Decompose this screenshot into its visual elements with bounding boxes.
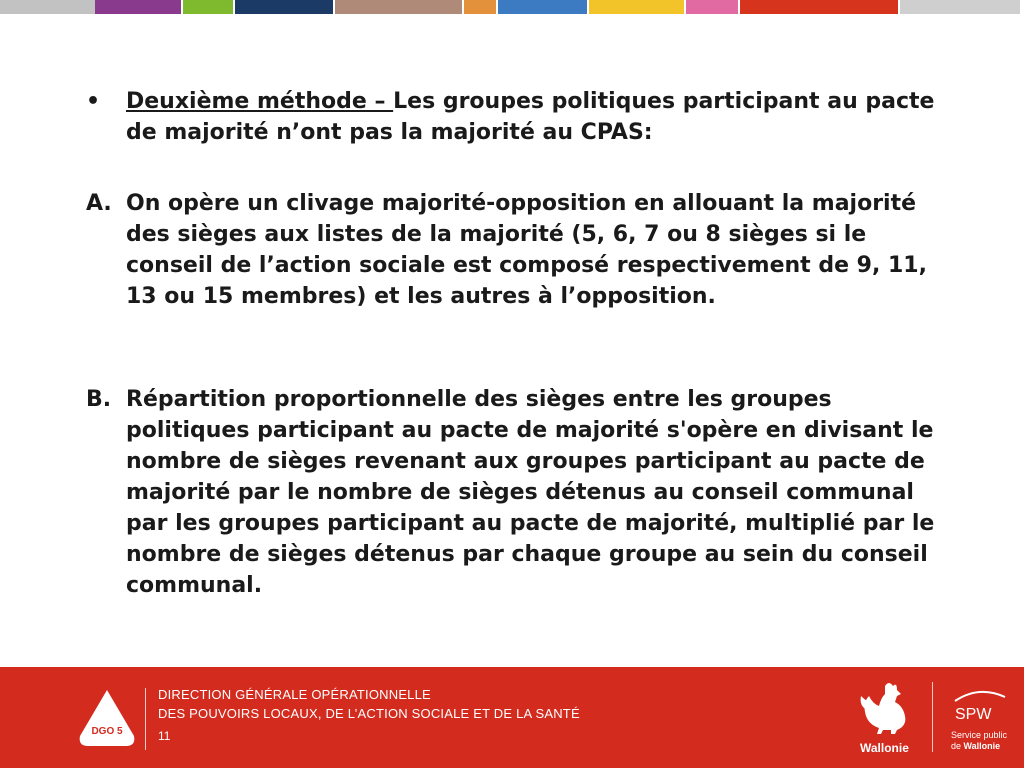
footer-title-line2: DES POUVOIRS LOCAUX, DE L’ACTION SOCIALE ET DE LA SANTÉ (158, 706, 580, 721)
list-item-a (86, 188, 966, 348)
footer-title-line1: DIRECTION GÉNÉRALE OPÉRATIONNELLE (158, 687, 431, 702)
list-marker-b: B. (86, 387, 112, 412)
color-segment (335, 0, 462, 14)
page-number: 11 (158, 729, 171, 743)
color-segment (686, 0, 738, 14)
list-marker-a: A. (86, 191, 112, 216)
spw-region-prefix: de (951, 741, 964, 751)
color-segment (740, 0, 898, 14)
color-segment (498, 0, 587, 14)
spw-logo (951, 687, 1007, 723)
method-description: Les groupes politiques participant au pacte de majorité n’ont pas la majorité au CPAS: (126, 89, 935, 145)
list-item-b (86, 384, 966, 636)
color-segment (900, 0, 1020, 14)
color-segment (95, 0, 181, 14)
method-heading: Deuxième méthode – (126, 89, 394, 114)
top-color-bar (0, 0, 1024, 14)
color-segment (464, 0, 496, 14)
spw-service-label: Service public (951, 730, 1008, 740)
dgo5-logo (78, 688, 136, 748)
wallonie-rooster-icon (855, 680, 913, 736)
spw-region-label (951, 741, 1000, 751)
color-segment (0, 0, 95, 14)
spw-logo-text: SPW (955, 706, 992, 723)
list-text-a: On opère un clivage majorité-opposition en allouant la majorité des sièges aux listes de la majorité (5, 6, 7 ou 8 sièges si le conseil de l’action sociale est composé respectivement de 9, 11, 13 ou 15 membres) et les autres à l’opposition. (126, 191, 927, 309)
spw-region-name: Wallonie (963, 741, 1001, 751)
wallonie-label: Wallonie (860, 741, 909, 755)
footer-divider (145, 688, 146, 750)
bullet-marker: • (86, 89, 101, 114)
bullet-item-method (86, 86, 966, 150)
list-text-b: Répartition proportionnelle des sièges entre les groupes politiques participant au pacte de majorité s'opère en divisant le nombre de sièges revenant aux groupes participant au pacte de majorité par le nombre de sièges détenus au conseil communal par les groupes participant au pacte de majorité, multiplié par le nombre de sièges détenus par chaque groupe au sein du conseil communal. (126, 387, 935, 598)
bullet-text (126, 86, 956, 148)
color-segment (589, 0, 684, 14)
color-segment (235, 0, 333, 14)
footer-divider-right (932, 682, 933, 752)
color-segment (183, 0, 233, 14)
dgo5-logo-text: DGO 5 (91, 726, 123, 737)
